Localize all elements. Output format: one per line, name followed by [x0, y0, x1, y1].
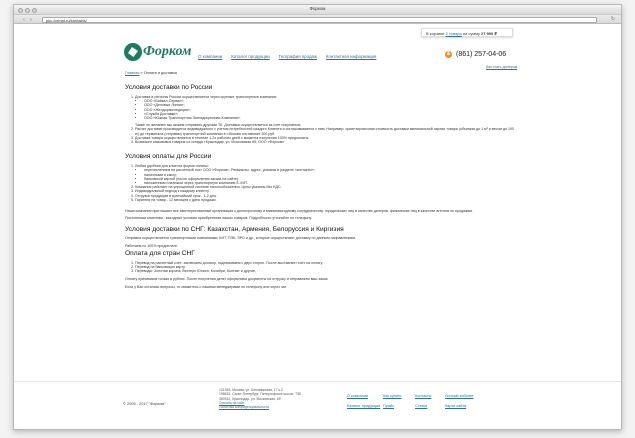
- breadcrumb-home[interactable]: Главная: [125, 71, 140, 75]
- payment-method-item: • наличными в кассу;: [144, 173, 515, 177]
- list-item-text: Любая удобная для клиента форма оплаты:: [135, 164, 209, 169]
- cooperation-paragraph: Наша компания приглашает все заинтересованные организации к долгосрочному и взаимовыгодному сотрудничеству: юридических лиц в качестве дилеров, физических лиц в качестве агентов по продажам.: [125, 209, 473, 214]
- carriers-list: [135, 99, 515, 120]
- breadcrumb-current: Оплата и доставка: [143, 71, 177, 75]
- logo-text: Форком: [143, 44, 192, 59]
- payment-method-item: • наложенным платежом через транспортную компанию Е-ХИТ.: [144, 181, 515, 185]
- become-dealer-link[interactable]: Как стать дилером: [486, 65, 518, 69]
- back-arrow-icon[interactable]: ‹: [23, 16, 25, 23]
- currency-paragraph: Оплату принимаем только в рублях. После получения денег оформляем документы на отгрузку и отправляем ваш заказ.: [125, 277, 329, 282]
- cart-items-link[interactable]: 2 товара: [445, 31, 462, 36]
- list-item: 3. Переводы: Золотая корона; Вестерн Юнион, Колибри, Контакт и другие.: [135, 269, 515, 273]
- payment-russia-list: [125, 164, 515, 202]
- footer-link-about[interactable]: О компании: [347, 394, 368, 398]
- browser-toolbar: [14, 15, 621, 24]
- footer-link-catalog[interactable]: Каталог продукции: [347, 404, 381, 408]
- address-line: 198615, Санкт-Петербург, Петергофское шоссе, 73Б: [219, 392, 302, 397]
- section-title-delivery-cis: Условия доставки по СНГ: Казахстан, Армения, Белоруссия и Киргизия: [125, 226, 344, 234]
- nav-about[interactable]: О компании: [198, 54, 223, 59]
- reload-icon[interactable]: ↻: [610, 16, 615, 22]
- list-item: 2. Расчет доставки производится индивидуально с учетом потребностей каждого Клиента и согласовывается с ним. Например: ориентировочная стоимость доставки минимальной партии товара (объемом до 1 м³ и весом до 100 кг) до терминала (отправки) транспортной компании в г.Москва составляет 300 руб.: [135, 127, 515, 135]
- browser-window: [13, 4, 622, 430]
- nav-catalog[interactable]: Каталог продукции: [231, 54, 270, 59]
- cart-sum: 27 900 ₽: [481, 31, 497, 36]
- phone-icon: &: [446, 51, 451, 57]
- cart-prefix: В корзине: [426, 31, 445, 36]
- window-title: Форком: [309, 6, 326, 11]
- section-title-payment-russia: Условия оплаты для России: [125, 153, 212, 161]
- footer-link-sitemap[interactable]: Карта сайта: [445, 404, 467, 408]
- carrier-item: • ООО «Деловые Линии»;: [144, 103, 515, 107]
- cis-delivery-text: Отправка осуществляется транспортными компаниями: КИТ, ПЭК, ЭРО и др., которые осуществляют доставку по данным направлениям.: [125, 236, 356, 241]
- list-item: [135, 164, 515, 185]
- footer-link-account[interactable]: Личный кабинет: [445, 394, 474, 398]
- delivery-russia-list: [125, 95, 515, 144]
- list-item: 5. Гарантия на товар - 12 месяцев с даты продажи.: [135, 198, 515, 202]
- site-logo[interactable]: [124, 42, 192, 62]
- carrier-item: • ООО «Желдорэкспедиция»;: [144, 108, 515, 112]
- cart-middle: на сумму: [462, 31, 480, 36]
- copyright: © 2005 - 2017 "Форком": [123, 401, 166, 406]
- list-item: 4. Возможен самовывоз товаров со склада г.Краснодар, ул. Московская 69, ООО «Форком»: [135, 140, 515, 144]
- section-title-payment-cis: Оплата для стран СНГ: [125, 249, 195, 257]
- carrier-item: • ООО «Южная Транспортная Экспедиционная Компания».: [144, 116, 515, 120]
- payment-methods-list: [135, 168, 515, 185]
- list-item: 3. Индивидуальный подход к каждому клиенту.: [135, 189, 515, 193]
- list-item: 3. Доставка товара осуществляется в течение 1-2х рабочих дней с момента получения 100% предоплаты.: [135, 136, 515, 140]
- carrier-item: • ООО «Байкал-Сервис»;: [144, 99, 515, 103]
- footer-link-articles[interactable]: Статьи: [415, 404, 428, 408]
- cart-summary: [421, 28, 513, 37]
- phone-number[interactable]: (861) 257-04-06: [456, 51, 507, 58]
- cis-prepayment-text: Работаем по 100% предоплате.: [125, 243, 178, 248]
- address-bar[interactable]: pkc-format.ru/kantakts/: [42, 17, 597, 23]
- list-item-text: Доставка в регионы России осуществляется через крупные транспортные компании:: [135, 95, 277, 99]
- questions-paragraph: Если у Вас остались вопросы, то свяжитесь с нашими менеджерами по телефону или через чат: [125, 284, 287, 289]
- footer-link-how-to-buy[interactable]: Как купить: [383, 394, 402, 398]
- site-footer: [14, 381, 622, 430]
- title-bar: [14, 5, 621, 15]
- forward-arrow-icon[interactable]: ›: [30, 16, 32, 23]
- list-item: 4. Отгрузка продукции в кратчайший срок - 1-2 дня.: [135, 194, 515, 198]
- footer-addresses: [219, 388, 301, 409]
- list-item: 2. Перевод на банковскую карту.: [135, 265, 515, 269]
- payment-method-item: • перечислением на расчетный счет ООО «Форком». Реквизиты, адрес, указаны в разделе «контакты»;: [144, 168, 515, 172]
- footer-link-contacts[interactable]: Контакты: [415, 394, 432, 398]
- footer-link-download[interactable]: Скачать на сайт: [219, 400, 245, 405]
- phone-block: [445, 51, 506, 58]
- address-line: 121353, Москва, ул. Беловежская, 17 к.2: [219, 388, 283, 392]
- section-title-delivery-russia: Условия доставки по России: [125, 84, 213, 91]
- regular-clients-paragraph: Постоянным клиентам - выгодные условия приобретения наших товаров. Подробности уточняйте по телефону.: [125, 216, 312, 221]
- footer-link-price[interactable]: Прайс: [383, 404, 394, 408]
- web-page: [14, 25, 622, 430]
- footer-link-privacy[interactable]: Политика конфиденциальности: [219, 405, 270, 410]
- footer-links: [347, 394, 485, 408]
- address-line: 350912, Краснодар, ул. Московская, 69: [219, 396, 281, 401]
- list-item: [135, 95, 515, 127]
- logo-icon: [124, 43, 142, 61]
- main-content: [125, 84, 515, 289]
- list-item: 1. Перевод на расчетный счет: заключаем договор, подписываем с двух сторон. После выставляет счет на оплату.: [135, 261, 515, 265]
- main-nav: [198, 54, 376, 59]
- breadcrumb-separator: »: [140, 71, 143, 75]
- site-header: [14, 25, 622, 85]
- payment-cis-list: [125, 261, 515, 274]
- carriers-note: Также по желанию мы можем отправить другими ТК. Доставка осуществляется за счет покупателя.: [135, 123, 302, 128]
- payment-method-item: • банковской картой (после оформления заказа на сайте);: [144, 177, 515, 181]
- list-item: 2. Компания работает на упрощенной системе налогообложения. Цены указаны без НДС.: [135, 185, 515, 189]
- nav-geography[interactable]: География продаж: [278, 54, 317, 59]
- nav-contacts[interactable]: Контактная информация: [325, 54, 377, 59]
- breadcrumb: [125, 71, 177, 75]
- carrier-item: • «Служба Доставки»;: [144, 112, 515, 116]
